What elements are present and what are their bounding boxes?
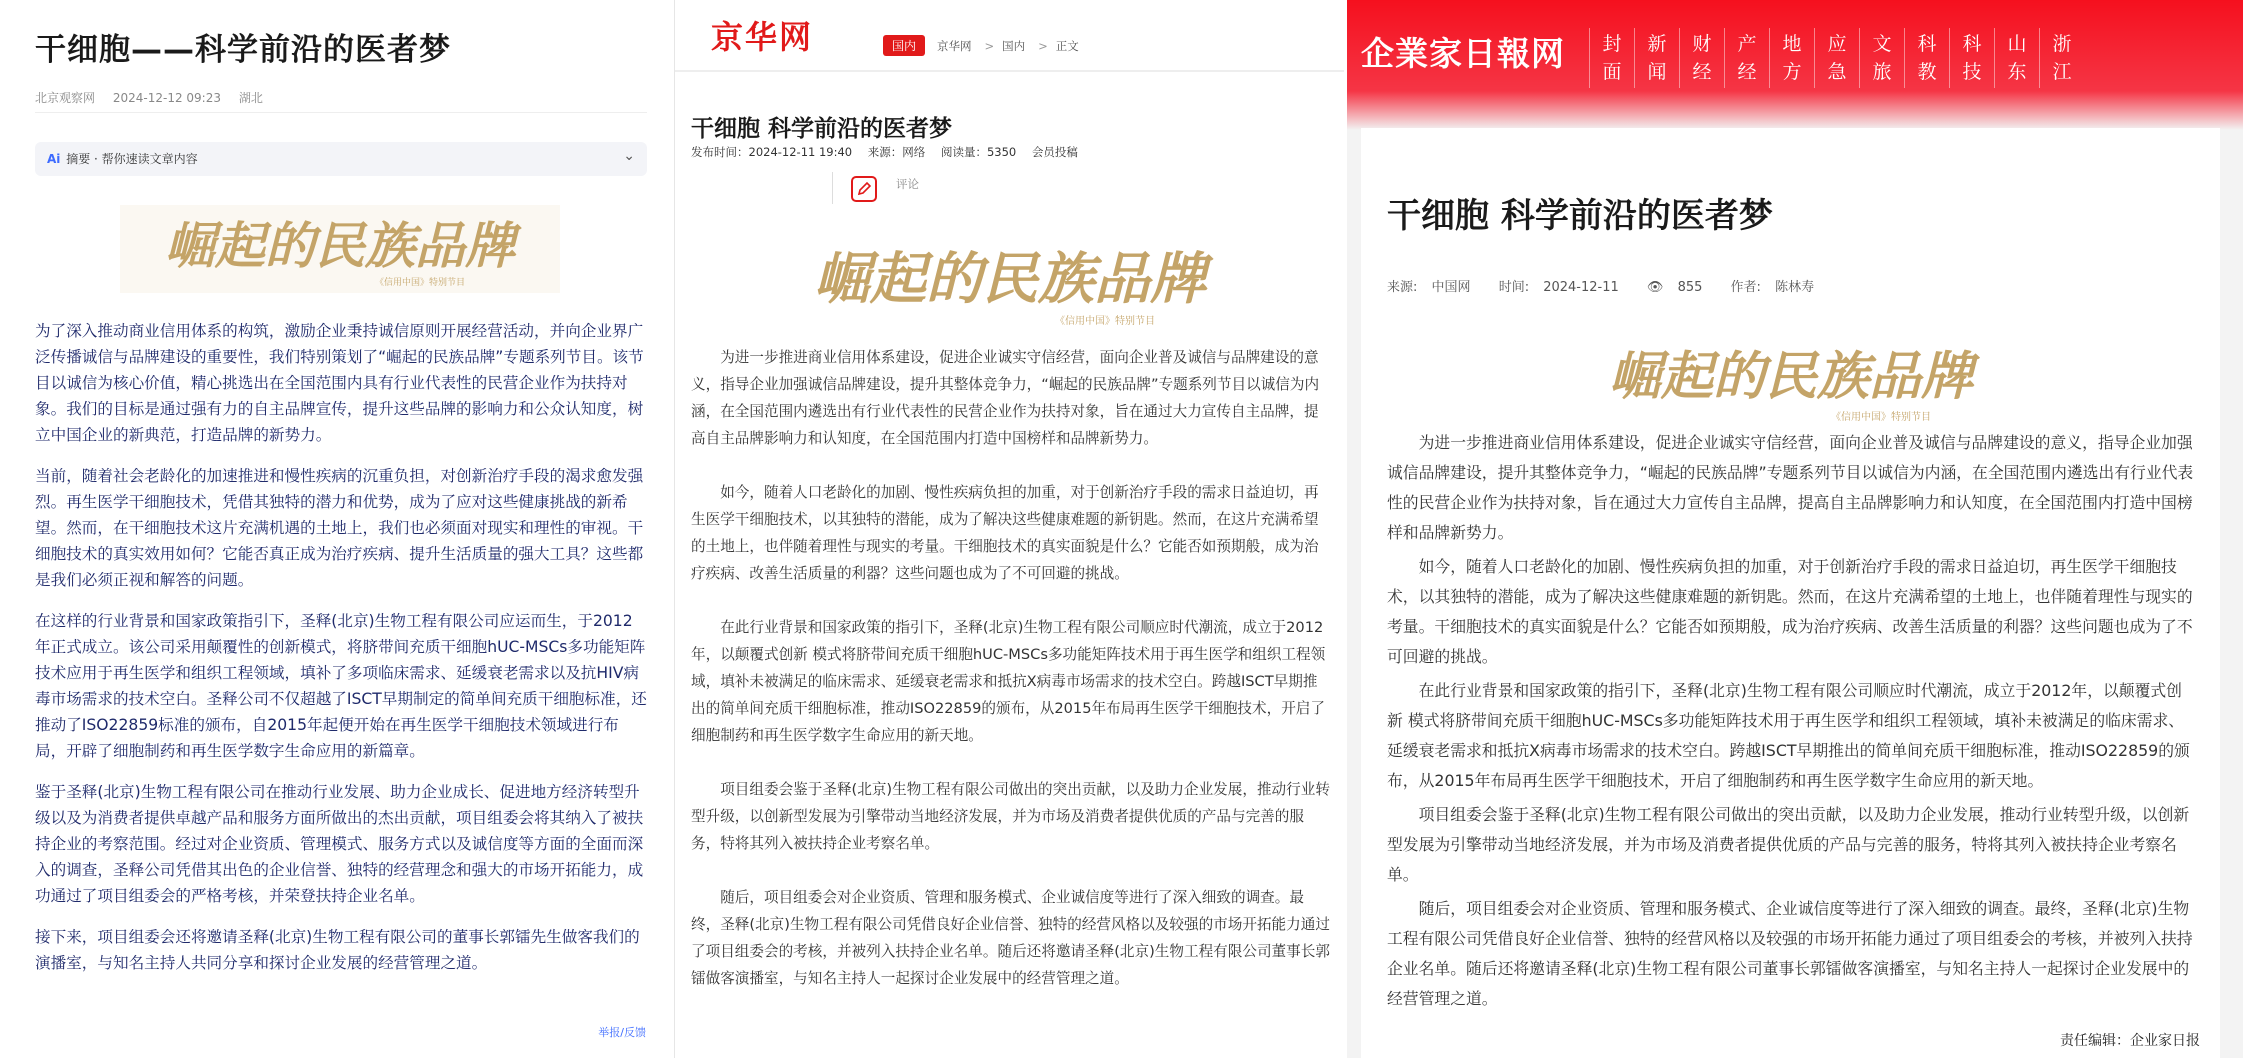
nav-item-5[interactable] xyxy=(1814,28,1859,88)
brand-calligraphy-banner xyxy=(120,205,560,293)
banner-subtitle: 《信用中国》特别节目 xyxy=(374,278,466,288)
read-count: 阅读量：5350 xyxy=(940,145,1017,159)
site-logo[interactable]: 京华网 xyxy=(711,18,814,56)
paragraph: 项目组委会鉴于圣释(北京)生物工程有限公司做出的突出贡献，以及助力企业发展，推动行业转型升级，以创新型发展为引擎带动当地经济发展，并为市场及消费者提供优质的产品与完善的服务，特将其列入被扶持企业考察名单。 xyxy=(691,781,1330,852)
ai-summary-bar[interactable] xyxy=(35,142,647,176)
nav-item-1[interactable] xyxy=(1634,28,1679,88)
paragraph: 在此行业背景和国家政策的指引下，圣释(北京)生物工程有限公司顺应时代潮流，成立于2012年，以颠覆式创新 模式将脐带间充质干细胞hUC-MSCs多功能矩阵技术用于再生医学和组织工程领域，填补未被满足的临床需求、延缓衰老需求和抵抗X病毒市场需求的技术空白。跨越ISCT早期推出的简单间充质干细胞标准，推动ISO22859的颁布，从2015年布局再生医学干细胞技术，开启了细胞制药和再生医学数字生命应用的新天地。 xyxy=(691,619,1326,744)
nav-item-char: 方 xyxy=(1782,61,1802,83)
divider xyxy=(675,70,1344,72)
paragraph: 为进一步推进商业信用体系建设，促进企业诚实守信经营，面向企业普及诚信与品牌建设的意义，指导企业加强诚信品牌建设，提升其整体竞争力，“崛起的民族品牌”专题系列节目以诚信为内涵，在全国范围内遴选出有行业代表性的民营企业作为扶持对象，旨在通过大力宣传自主品牌，提高自主品牌影响力和认知度，在全国范围内打造中国榜样和品牌新势力。 xyxy=(691,349,1320,447)
nav-item-char: 产 xyxy=(1737,33,1757,55)
nav-item-char: 应 xyxy=(1827,33,1847,55)
nav-item-6[interactable] xyxy=(1859,28,1904,88)
chevron-right-icon: > xyxy=(1038,39,1048,53)
paragraph: 在此行业背景和国家政策的指引下，圣释(北京)生物工程有限公司顺应时代潮流，成立于2012年，以颠覆式创新 模式将脐带间充质干细胞hUC-MSCs多功能矩阵技术用于再生医学和组织工程领域，填补未被满足的临床需求、延缓衰老需求和抵抗X病毒市场需求的技术空白。跨越ISCT早期推出的简单间充质干细胞标准，推动ISO22859的颁布，从2015年布局再生医学干细胞技术，开启了细胞制药和再生医学数字生命应用的新天地。 xyxy=(1387,681,2190,790)
nav-item-char: 文 xyxy=(1872,33,1892,55)
article-meta xyxy=(691,144,1090,160)
author-label: 作者: xyxy=(1730,280,1761,295)
chevron-right-icon: > xyxy=(984,39,995,53)
paragraph: 鉴于圣释(北京)生物工程有限公司在推动行业发展、助力企业成长、促进地方经济转型升级以及为消费者提供卓越产品和服务方面所做出的杰出贡献，项目组委会将其纳入了被扶持企业的考察范围。经过对企业资质、管理模式、服务方式以及诚信度等方面的全面而深入的调查，圣释公司凭借其出色的企业信誉、独特的经营理念和强大的市场开拓能力，成功通过了项目组委会的严格考核，并荣登扶持企业名单。 xyxy=(35,783,644,905)
nav-item-char: 地 xyxy=(1782,33,1802,55)
brand-calligraphy-banner xyxy=(775,232,1245,332)
paragraph: 项目组委会鉴于圣释(北京)生物工程有限公司做出的突出贡献，以及助力企业发展，推动行业转型升级，以创新型发展为引擎带动当地经济发展，并为市场及消费者提供优质的产品与完善的服务，特将其列入被扶持企业考察名单。 xyxy=(1387,805,2190,884)
nav-item-char: 面 xyxy=(1602,61,1622,83)
nav-item-10[interactable] xyxy=(2039,28,2084,88)
article-body xyxy=(691,344,1331,1019)
paragraph: 为了深入推动商业信用体系的构筑，激励企业秉持诚信原则开展经营活动，并向企业界广泛传播诚信与品牌建设的重要性，我们特别策划了“崛起的民族品牌”专题系列节目。该节目以诚信为核心价值，精心挑选出在全国范围内具有行业代表性的民营企业作为扶持对象。我们的目标是通过强有力的自主品牌宣传，提升这些品牌的影响力和公众认知度，树立中国企业的新典范，打造品牌的新势力。 xyxy=(35,322,644,444)
nav-item-char: 新 xyxy=(1647,33,1667,55)
paragraph: 随后，项目组委会对企业资质、管理和服务模式、企业诚信度等进行了深入细致的调查。最终，圣释(北京)生物工程有限公司凭借良好企业信誉、独特的经营风格以及较强的市场开拓能力通过了项目组委会的考核，并被列入扶持企业名单。随后还将邀请圣释(北京)生物工程有限公司董事长郭镭做客演播室，与知名主持人一起探讨企业发展中的经营管理之道。 xyxy=(1387,899,2193,1008)
nav-item-8[interactable] xyxy=(1949,28,1994,88)
banner-subtitle: 《信用中国》特别节目 xyxy=(1055,316,1155,327)
article-meta xyxy=(1387,276,1824,295)
main-nav xyxy=(1589,28,2084,88)
publish-date: 2024-12-11 xyxy=(1543,280,1619,295)
nav-item-char: 浙 xyxy=(2052,33,2072,55)
nav-item-char: 技 xyxy=(1962,61,1982,83)
section-tag[interactable]: 国内 xyxy=(883,35,925,56)
paragraph: 随后，项目组委会对企业资质、管理和服务模式、企业诚信度等进行了深入细致的调查。最终，圣释(北京)生物工程有限公司凭借良好企业信誉、独特的经营风格以及较强的市场开拓能力通过了项目组委会的考核，并被列入扶持企业名单。随后还将邀请圣释(北京)生物工程有限公司董事长郭镭做客演播室，与知名主持人一起探讨企业发展中的经营管理之道。 xyxy=(691,889,1330,987)
source-value: 中国网 xyxy=(1431,280,1471,295)
breadcrumb xyxy=(937,38,1084,54)
site-logo[interactable]: 企業家日報网 xyxy=(1361,34,1565,73)
page-title: 干细胞 科学前沿的医者梦 xyxy=(1387,196,1773,236)
member-submit-label: 会员投稿 xyxy=(1031,145,1078,159)
nav-item-2[interactable] xyxy=(1679,28,1724,88)
divider xyxy=(35,112,647,113)
paragraph: 在这样的行业背景和国家政策指引下，圣释(北京)生物工程有限公司应运而生，于2012年正式成立。该公司采用颠覆性的创新模式，将脐带间充质干细胞hUC-MSCs多功能矩阵技术应用于再生医学和组织工程领域，填补了多项临床需求、延缓衰老需求以及抗HIV病毒市场需求的技术空白。圣释公司不仅超越了ISCT早期制定的简单间充质干细胞标准，还推动了ISO22859标准的颁布，自2015年起便开始在再生医学干细胞技术领域进行布局，开辟了细胞制药和再生医学数字生命应用的新篇章。 xyxy=(35,612,647,760)
nav-item-char: 江 xyxy=(2052,61,2072,83)
article-panel-jinghua xyxy=(674,0,1344,1058)
nav-item-char: 教 xyxy=(1917,61,1937,83)
author-value: 陈林寿 xyxy=(1775,280,1815,295)
article-panel-beijing-observer xyxy=(0,0,674,1058)
article-body xyxy=(35,318,647,991)
nav-item-char: 经 xyxy=(1692,61,1712,83)
comment-link[interactable]: 评论 xyxy=(896,177,919,191)
publish-datetime: 2024-12-12 09:23 xyxy=(112,91,221,105)
publish-time: 发布时间：2024-12-11 19:40 xyxy=(691,145,853,159)
nav-item-3[interactable] xyxy=(1724,28,1769,88)
nav-item-4[interactable] xyxy=(1769,28,1814,88)
nav-item-char: 急 xyxy=(1827,61,1847,83)
source-label: 来源: xyxy=(1387,280,1418,295)
brand-calligraphy-banner xyxy=(1571,328,2011,428)
article-meta xyxy=(35,89,277,106)
nav-item-char: 封 xyxy=(1602,33,1622,55)
view-count: 855 xyxy=(1677,280,1703,295)
nav-item-char: 财 xyxy=(1692,33,1712,55)
nav-item-char: 闻 xyxy=(1647,61,1667,83)
paragraph: 接下来，项目组委会还将邀请圣释(北京)生物工程有限公司的董事长郭镭先生做客我们的演播室，与知名主持人共同分享和探讨企业发展的经营管理之道。 xyxy=(35,928,640,972)
nav-item-char: 旅 xyxy=(1872,61,1892,83)
nav-item-char: 科 xyxy=(1962,33,1982,55)
paragraph: 如今，随着人口老龄化的加剧、慢性疾病负担的加重，对于创新治疗手段的需求日益迫切，再生医学干细胞技术，以其独特的潜能，成为了解决这些健康难题的新钥匙。然而，在这片充满希望的土地上，也伴随着理性与现实的考量。干细胞技术的真实面貌是什么？它能否如预期般，成为治疗疾病、改善生活质量的利器？这些问题也成为了不可回避的挑战。 xyxy=(691,484,1319,582)
ai-summary-label: 摘要 · 帮你速读文章内容 xyxy=(66,152,198,166)
source-label: 来源：网络 xyxy=(867,145,926,159)
banner-title: 崛起的民族品牌 xyxy=(814,246,1206,312)
paragraph: 如今，随着人口老龄化的加剧、慢性疾病负担的加重，对于创新治疗手段的需求日益迫切，再生医学干细胞技术，以其独特的潜能，成为了解决这些健康难题的新钥匙。然而，在这片充满希望的土地上，也伴随着理性与现实的考量。干细胞技术的真实面貌是什么？它能否如预期般，成为治疗疾病、改善生活质量的利器？这些问题也成为了不可回避的挑战。 xyxy=(1387,557,2193,666)
paragraph: 当前，随着社会老龄化的加速推进和慢性疾病的沉重负担，对创新治疗手段的渴求愈发强烈。再生医学干细胞技术，凭借其独特的潜力和优势，成为了应对这些健康挑战的新希望。然而，在干细胞技术这片充满机遇的土地上，我们也必须面对现实和理性的审视。干细胞技术的真实效用如何？它能否真正成为治疗疾病、提升生活质量的强大工具？这些都是我们必须正视和解答的问题。 xyxy=(35,467,644,589)
source-label[interactable]: 北京观察网 xyxy=(35,91,96,105)
banner-title: 崛起的民族品牌 xyxy=(1608,346,1974,407)
breadcrumb-item[interactable]: 京华网 xyxy=(937,39,972,53)
article-panel-entrepreneur-daily xyxy=(1347,0,2243,1058)
site-header xyxy=(1347,0,2243,130)
nav-item-0[interactable] xyxy=(1589,28,1634,88)
page-title: 干细胞——科学前沿的医者梦 xyxy=(35,32,451,68)
article-card xyxy=(1361,128,2220,1058)
time-label: 时间: xyxy=(1498,280,1530,295)
page-title: 干细胞 科学前沿的医者梦 xyxy=(691,116,953,142)
nav-item-char: 山 xyxy=(2007,33,2027,55)
nav-item-char: 经 xyxy=(1737,61,1757,83)
responsible-editor: 责任编辑：企业家日报 xyxy=(2060,1033,2200,1049)
article-body xyxy=(1387,428,2197,1018)
nav-item-9[interactable] xyxy=(1994,28,2039,88)
nav-item-char: 东 xyxy=(2007,61,2027,83)
chevron-down-icon[interactable]: ⌄ xyxy=(623,148,635,164)
location-label: 湖北 xyxy=(238,91,263,105)
divider xyxy=(832,172,833,204)
eye-icon: 👁 xyxy=(1646,280,1664,295)
banner-title: 崛起的民族品牌 xyxy=(165,216,515,275)
paragraph: 为进一步推进商业信用体系建设，促进企业诚实守信经营，面向企业普及诚信与品牌建设的意义，指导企业加强诚信品牌建设，提升其整体竞争力，“崛起的民族品牌”专题系列节目以诚信为内涵，在全国范围内遴选出有行业代表性的民营企业作为扶持对象，旨在通过大力宣传自主品牌，提高自主品牌影响力和认知度，在全国范围内打造中国榜样和品牌新势力。 xyxy=(1387,433,2194,542)
breadcrumb-item: 正文 xyxy=(1055,39,1079,53)
banner-subtitle: 《信用中国》特别节目 xyxy=(1831,412,1931,423)
report-feedback-link[interactable]: 举报/反馈 xyxy=(598,1026,646,1039)
nav-item-char: 科 xyxy=(1917,33,1937,55)
breadcrumb-item[interactable]: 国内 xyxy=(1002,39,1026,53)
edit-icon[interactable] xyxy=(851,176,877,202)
ai-icon: Ai xyxy=(47,152,61,166)
nav-item-7[interactable] xyxy=(1904,28,1949,88)
